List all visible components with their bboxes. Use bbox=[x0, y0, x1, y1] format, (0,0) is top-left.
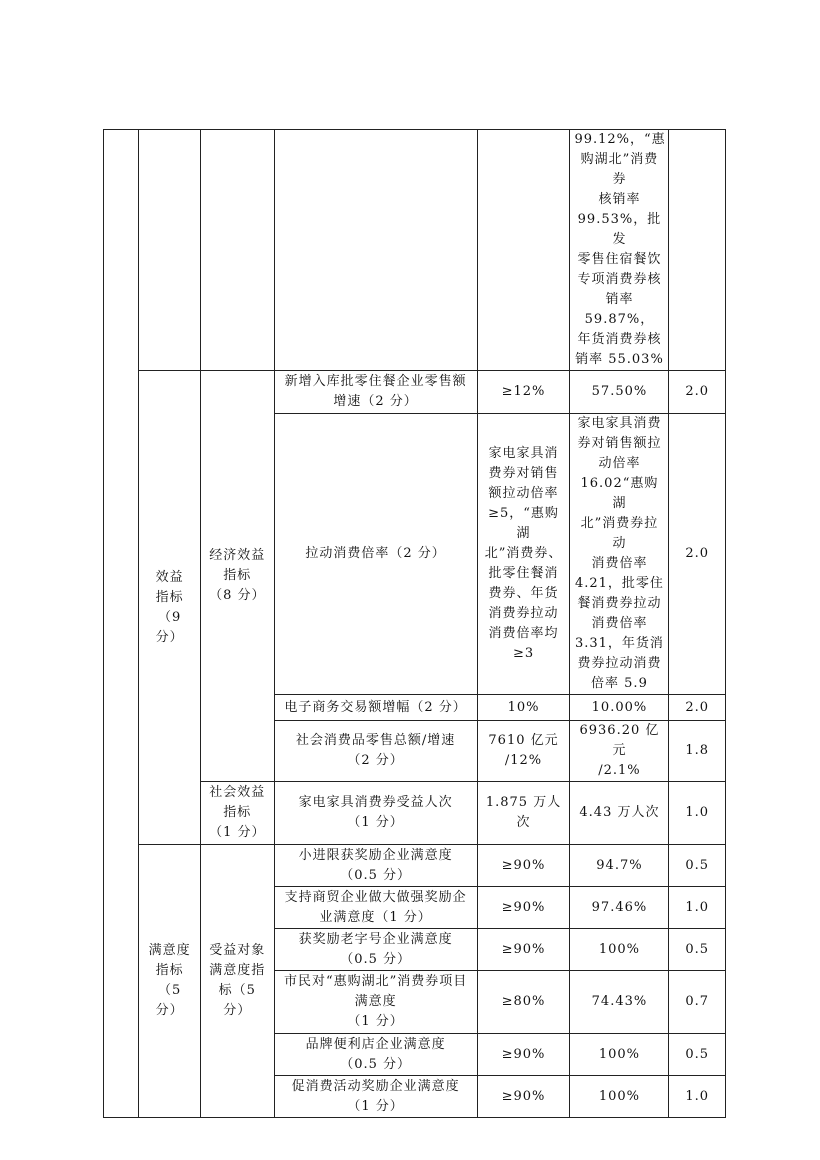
target-value: ≥80% bbox=[477, 971, 570, 1034]
target-value: 1.875 万人次 bbox=[477, 782, 570, 845]
actual-value-cell: 99.12%，“惠 购湖北”消费券 核销率 99.53%，批发 零售住宿餐饮 专项消费券核 销率 59.87%， 年货消费券核 销率 55.03% bbox=[570, 130, 669, 371]
indicator-name: 新增入库批零住餐企业零售额 增速（2 分） bbox=[274, 371, 477, 414]
performance-table bbox=[103, 129, 726, 1118]
secondary-indicator-social: 社会效益 指标 （1 分） bbox=[200, 782, 274, 845]
target-value: ≥90% bbox=[477, 1034, 570, 1076]
score-value: 1.0 bbox=[669, 1076, 726, 1118]
target-value: ≥90% bbox=[477, 929, 570, 971]
actual-value: 94.7% bbox=[570, 845, 669, 887]
target-value: ≥90% bbox=[477, 887, 570, 929]
actual-value: 97.46% bbox=[570, 887, 669, 929]
primary-indicator-benefit: 效益 指标 （9 分） bbox=[139, 371, 201, 845]
indicator-cell bbox=[274, 130, 477, 371]
score-value: 1.0 bbox=[669, 782, 726, 845]
target-value: ≥12% bbox=[477, 371, 570, 414]
target-value: 10% bbox=[477, 695, 570, 721]
score-value: 1.8 bbox=[669, 721, 726, 782]
score-value: 0.5 bbox=[669, 1034, 726, 1076]
target-value: ≥90% bbox=[477, 1076, 570, 1118]
indicator-name: 家电家具消费券受益人次 （1 分） bbox=[274, 782, 477, 845]
table-row bbox=[104, 371, 726, 414]
primary-indicator-satisfaction: 满意度 指标 （5 分） bbox=[139, 845, 201, 1118]
indicator-name: 拉动消费倍率（2 分） bbox=[274, 414, 477, 695]
score-cell bbox=[669, 130, 726, 371]
target-value: 家电家具消 费券对销售 额拉动倍率 ≥5，“惠购湖 北”消费券、 批零住餐消 费券、年货 消费券拉动 消费倍率均 ≥3 bbox=[477, 414, 570, 695]
score-value: 2.0 bbox=[669, 695, 726, 721]
indicator-name: 促消费活动奖励企业满意度 （1 分） bbox=[274, 1076, 477, 1118]
actual-value: 10.00% bbox=[570, 695, 669, 721]
actual-value: 57.50% bbox=[570, 371, 669, 414]
actual-value: 100% bbox=[570, 1034, 669, 1076]
actual-value: 100% bbox=[570, 1076, 669, 1118]
score-value: 2.0 bbox=[669, 414, 726, 695]
secondary-indicator-satisfaction: 受益对象 满意度指 标（5 分） bbox=[200, 845, 274, 1118]
score-value: 0.5 bbox=[669, 929, 726, 971]
target-value: ≥90% bbox=[477, 845, 570, 887]
actual-value: 4.43 万人次 bbox=[570, 782, 669, 845]
continuation-row bbox=[104, 130, 726, 371]
actual-value: 6936.20 亿元 /2.1% bbox=[570, 721, 669, 782]
primary-indicator-cell bbox=[139, 130, 201, 371]
indicator-name: 市民对“惠购湖北”消费券项目 满意度 （1 分） bbox=[274, 971, 477, 1034]
actual-value: 100% bbox=[570, 929, 669, 971]
indicator-name: 支持商贸企业做大做强奖励企 业满意度（1 分） bbox=[274, 887, 477, 929]
indicator-name: 品牌便利店企业满意度 （0.5 分） bbox=[274, 1034, 477, 1076]
table-row bbox=[104, 845, 726, 887]
indicator-name: 电子商务交易额增幅（2 分） bbox=[274, 695, 477, 721]
score-value: 2.0 bbox=[669, 371, 726, 414]
target-value: 7610 亿元 /12% bbox=[477, 721, 570, 782]
indicator-name: 小进限获奖励企业满意度 （0.5 分） bbox=[274, 845, 477, 887]
secondary-indicator-economic: 经济效益 指标 （8 分） bbox=[200, 371, 274, 782]
score-value: 0.5 bbox=[669, 845, 726, 887]
outer-category-cell bbox=[104, 130, 139, 1118]
score-value: 0.7 bbox=[669, 971, 726, 1034]
secondary-indicator-cell bbox=[200, 130, 274, 371]
score-value: 1.0 bbox=[669, 887, 726, 929]
actual-value: 家电家具消费 券对销售额拉 动倍率 16.02“惠购湖 北”消费券拉动 消费倍率 4.21，批零住 餐消费券拉动 消费倍率 3.31，年货消 费券拉动消费 倍率 5.9 bbox=[570, 414, 669, 695]
indicator-name: 获奖励老字号企业满意度 （0.5 分） bbox=[274, 929, 477, 971]
actual-value: 74.43% bbox=[570, 971, 669, 1034]
indicator-name: 社会消费品零售总额/增速 （2 分） bbox=[274, 721, 477, 782]
target-cell bbox=[477, 130, 570, 371]
